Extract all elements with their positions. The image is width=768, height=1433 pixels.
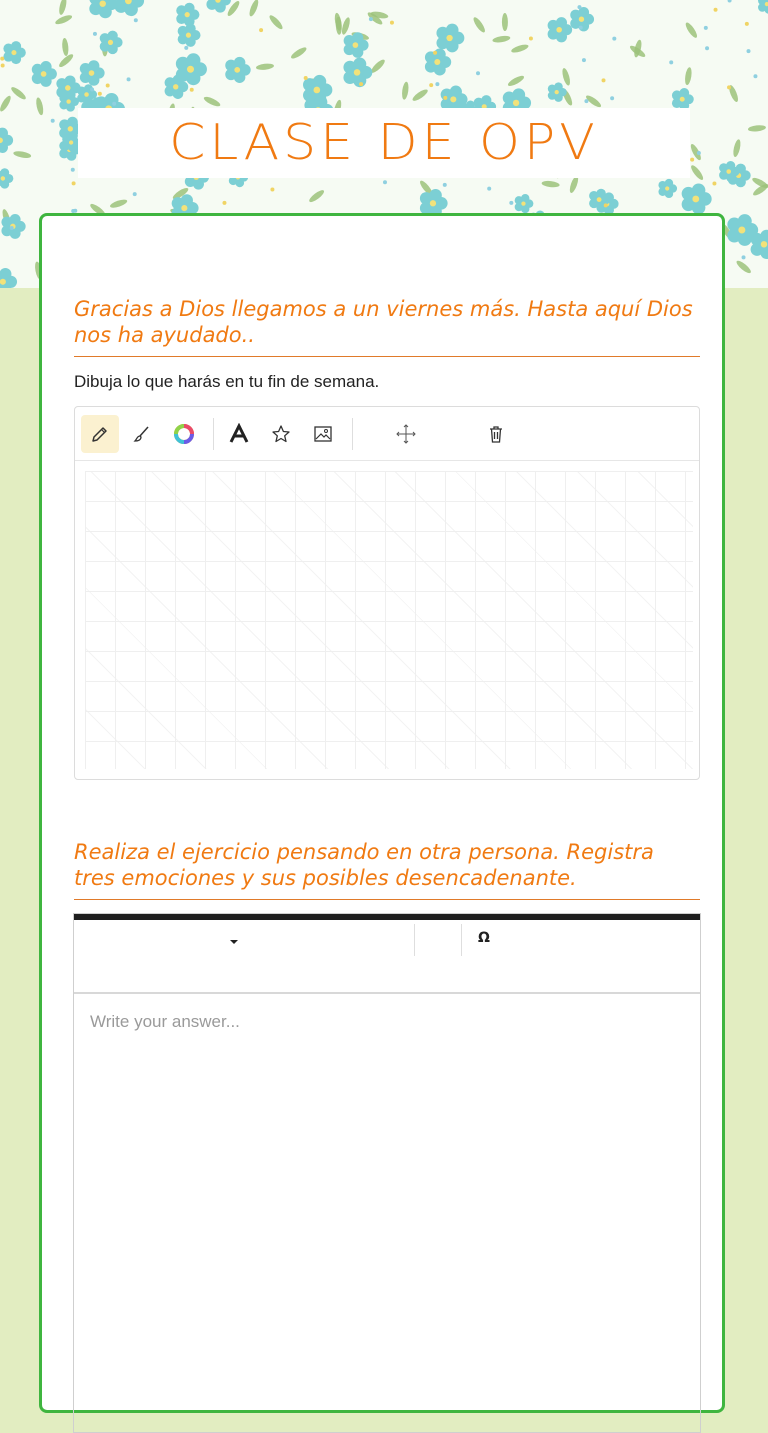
toolbar-separator xyxy=(414,924,415,956)
text-icon xyxy=(228,423,250,445)
answer-input[interactable]: Write your answer... xyxy=(90,1012,240,1031)
brush-tool-button[interactable] xyxy=(123,415,161,453)
image-icon xyxy=(313,424,333,444)
title-banner xyxy=(78,108,690,178)
drawing-toolbar xyxy=(75,407,699,461)
editor-toolbar xyxy=(74,920,700,994)
answer-editor xyxy=(73,913,701,1433)
question-1-description: Dibuja lo que harás en tu fin de semana. xyxy=(74,372,380,391)
toolbar-separator xyxy=(352,418,353,450)
pencil-icon xyxy=(90,424,110,444)
special-character-button[interactable]: Ω xyxy=(478,930,490,946)
star-icon xyxy=(271,424,291,444)
question-2-title: Realiza el ejercicio pensando en otra persona. Registra tres emociones y sus posibles desencadenante. xyxy=(74,839,700,900)
color-picker-button[interactable] xyxy=(165,415,203,453)
text-tool-button[interactable] xyxy=(220,415,258,453)
drawing-widget xyxy=(74,406,700,780)
move-tool-button[interactable] xyxy=(387,415,425,453)
chevron-down-icon xyxy=(230,940,238,944)
toolbar-separator xyxy=(461,924,462,956)
drawing-canvas[interactable] xyxy=(85,471,693,769)
color-wheel-icon xyxy=(174,424,194,444)
delete-button[interactable] xyxy=(477,415,515,453)
question-1-title: Gracias a Dios llegamos a un viernes más. Hasta aquí Dios nos ha ayudado.. xyxy=(74,296,700,357)
brush-icon xyxy=(132,424,152,444)
pencil-tool-button[interactable] xyxy=(81,415,119,453)
image-tool-button[interactable] xyxy=(304,415,342,453)
page-title: CLASE DE OPV xyxy=(169,114,599,172)
format-dropdown[interactable] xyxy=(74,920,414,960)
trash-icon xyxy=(486,424,506,444)
worksheet-card xyxy=(39,213,725,1413)
move-icon xyxy=(396,424,416,444)
toolbar-separator xyxy=(213,418,214,450)
sticker-tool-button[interactable] xyxy=(262,415,300,453)
